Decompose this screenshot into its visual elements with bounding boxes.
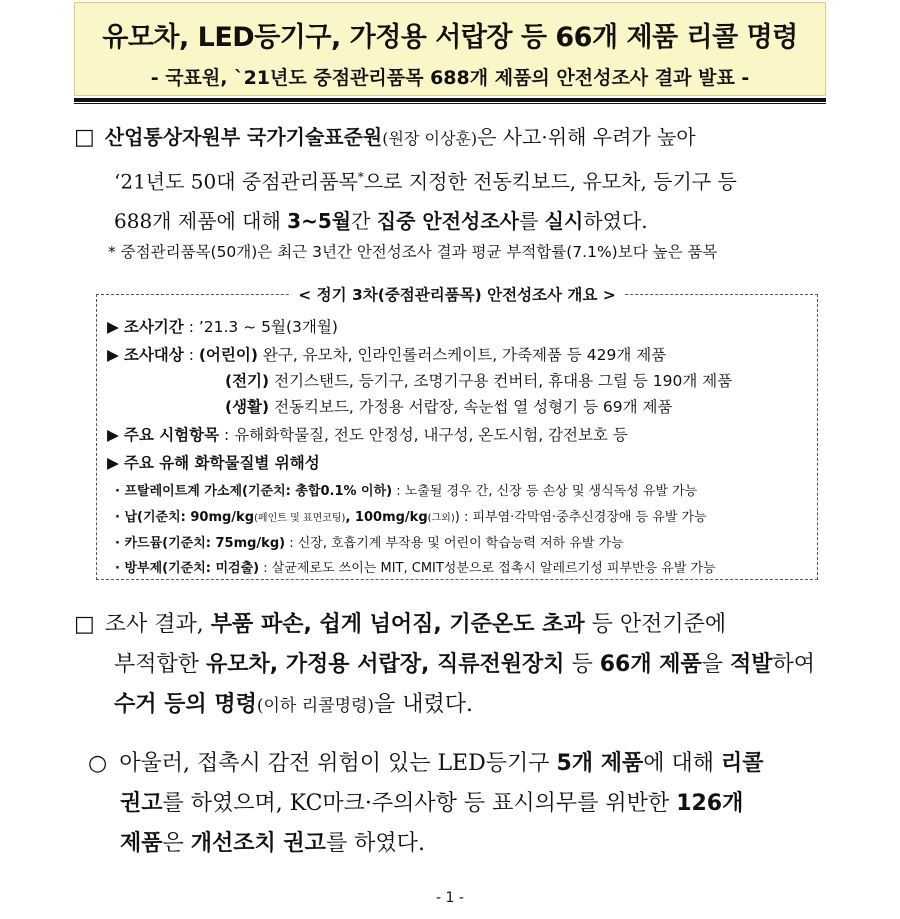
results-text-4: 등 [564,652,600,677]
arrow-marker-icon: ▶ [107,346,119,364]
rec-text-2: 에 대해 [643,751,721,776]
life-line [225,395,672,417]
rec-text-4: 은 [162,831,191,856]
elec-tag: (전기) [225,372,270,390]
intro-text-5: 간 [351,208,377,233]
results-text-5: 을 [701,652,731,677]
life-items: 전동킥보드, 가정용 서랍장, 속눈썹 열 성형기 등 69개 제품 [274,398,673,416]
divider-thin [74,103,826,104]
test-items: : 유해화학물질, 전도 안정성, 내구성, 온도시험, 감전보호 등 [224,426,628,444]
rec-text-5: 를 하였다. [325,831,425,856]
hazard-desc: : 피부염·각막염·중추신경장애 등 유발 가능 [459,510,707,525]
rec-recall-2: 권고 [120,791,163,816]
intro-paragraph [74,118,834,241]
hazard-label: 주요 유해 화학물질별 위해성 [123,454,320,472]
hazard-preservative [115,557,716,576]
rec-126: 126개 [676,791,744,816]
rec-text-3: 를 하였으며, KC마크·주의사항 등 표시의무를 위반한 [162,791,677,816]
intro-done: 실시 [544,208,584,233]
rec-recall: 리콜 [720,751,764,776]
period-line [107,315,338,337]
intro-period: 3~5월 [287,208,352,233]
results-order-paren: (이하 리콜명령) [256,696,375,716]
life-tag: (생활) [225,398,270,416]
page-subtitle: - 국표원, `21년도 중점관리품목 688개 제품의 안전성조사 결과 발표 - [150,67,750,89]
hazard-lead [115,506,707,525]
overview-heading: < 정기 3차(중점관리품목) 안전성조사 개요 > [290,286,623,304]
divider-thick [74,98,826,102]
footnote-star: * [357,170,364,184]
intro-text-3: 으로 지정한 전동킥보드, 유모차, 등기구 등 [363,169,737,194]
intro-text-2: ‘21년도 50대 중점관리품목 [114,169,358,194]
results-paragraph [74,605,834,726]
page-number: - 1 - [436,890,464,906]
hazard-cadmium [115,532,624,551]
elec-line [225,369,732,391]
rec-improve: 개선조치 권고 [190,831,326,856]
hazard-note: (페인트 및 표면코팅) [254,513,346,524]
overview-heading-wrap [97,283,817,305]
results-text-7: 을 내렸다. [374,692,474,717]
hazard-desc: : 노출될 경우 간, 신장 등 손상 및 생식독성 유발 가능 [392,484,698,499]
hazard-name: · 카드뮴(기준치: 75mg/kg) [115,536,286,551]
test-line [107,423,628,445]
rec-text-1: 아울러, 접촉시 감전 위험이 있는 LED등기구 [119,751,557,776]
square-bullet-icon: □ [74,612,95,637]
head-paren: (원장 이상훈) [382,129,478,148]
square-bullet-icon: □ [74,125,95,150]
results-caught: 적발 [730,652,773,677]
hazard-note: (그외) [427,513,455,524]
hazard-name: · 납(기준치: 90mg/kg [115,510,255,525]
rec-five: 5개 제품 [556,751,644,776]
kids-items: 완구, 유모차, 인라인롤러스케이트, 가죽제품 등 429개 제품 [262,346,667,364]
test-label: 주요 시험항목 [123,426,220,444]
rec-126-b: 제품 [120,831,163,856]
results-text-2: 등 안전기준에 [584,612,727,637]
agency-name: 산업통상자원부 국가기술표준원 [104,125,383,149]
results-products: 유모차, 가정용 서랍장, 직류전원장치 [206,652,565,677]
intro-text-1: 은 사고·위해 우려가 높아 [477,125,696,149]
hazard-close: ) [454,510,460,525]
results-order: 수거 등의 명령 [114,692,257,717]
hazard-desc: : 신장, 호흡기계 부작용 및 어린이 학습능력 저하 유발 가능 [285,536,624,551]
intro-focus: 집중 안전성조사 [376,208,519,233]
arrow-marker-icon: ▶ [107,318,119,336]
recommend-paragraph [88,744,833,864]
footnote: * 중점관리품목(50개)은 최근 3년간 안전성조사 결과 평균 부적합률(7.1%)보다 높은 품목 [108,243,718,261]
hazard-name: · 프탈레이트계 가소제(기준치: 총합0.1% 이하) [115,484,393,499]
hazard-line [107,451,320,473]
hazard-name: · 방부제(기준치: 미검출) [115,561,260,576]
results-text-3: 부적합한 [114,652,207,677]
results-count: 66개 제품 [599,652,702,677]
target-label: 조사대상 [123,346,184,364]
title-box [74,2,826,96]
elec-items: 전기스탠드, 등기구, 조명기구용 컨버터, 휴대용 그릴 등 190개 제품 [274,372,733,390]
period-value: : ’21.3 ~ 5월(3개월) [188,318,338,336]
hazard-desc: : 살균제로도 쓰이는 MIT, CMIT성분으로 접촉시 알레르기성 피부반응 유발 가능 [259,561,716,576]
kids-tag: (어린이) [198,346,258,364]
results-defects: 부품 파손, 쉽게 넘어짐, 기준온도 초과 [210,612,585,637]
arrow-marker-icon: ▶ [107,454,119,472]
overview-box [96,286,818,580]
hazard-phthalate [115,480,697,499]
results-text-6: 하여 [772,652,816,677]
intro-text-7: 하였다. [583,208,648,233]
target-line: ▶ 조사대상 : (어린이) 완구, 유모차, 인라인롤러스케이트, 가죽제품 등 429개 제품 [107,346,667,364]
intro-text-6: 를 [518,208,545,233]
arrow-marker-icon: ▶ [107,426,119,444]
page-title: 유모차, LED등기구, 가정용 서랍장 등 66개 제품 리콜 명령 [102,22,798,53]
results-text-1: 조사 결과, [104,612,211,637]
intro-text-4: 688개 제품에 대해 [114,208,288,233]
hazard-name-mid: , 100mg/kg [345,510,428,525]
circle-bullet-icon: ○ [88,751,108,776]
period-label: 조사기간 [123,318,184,336]
